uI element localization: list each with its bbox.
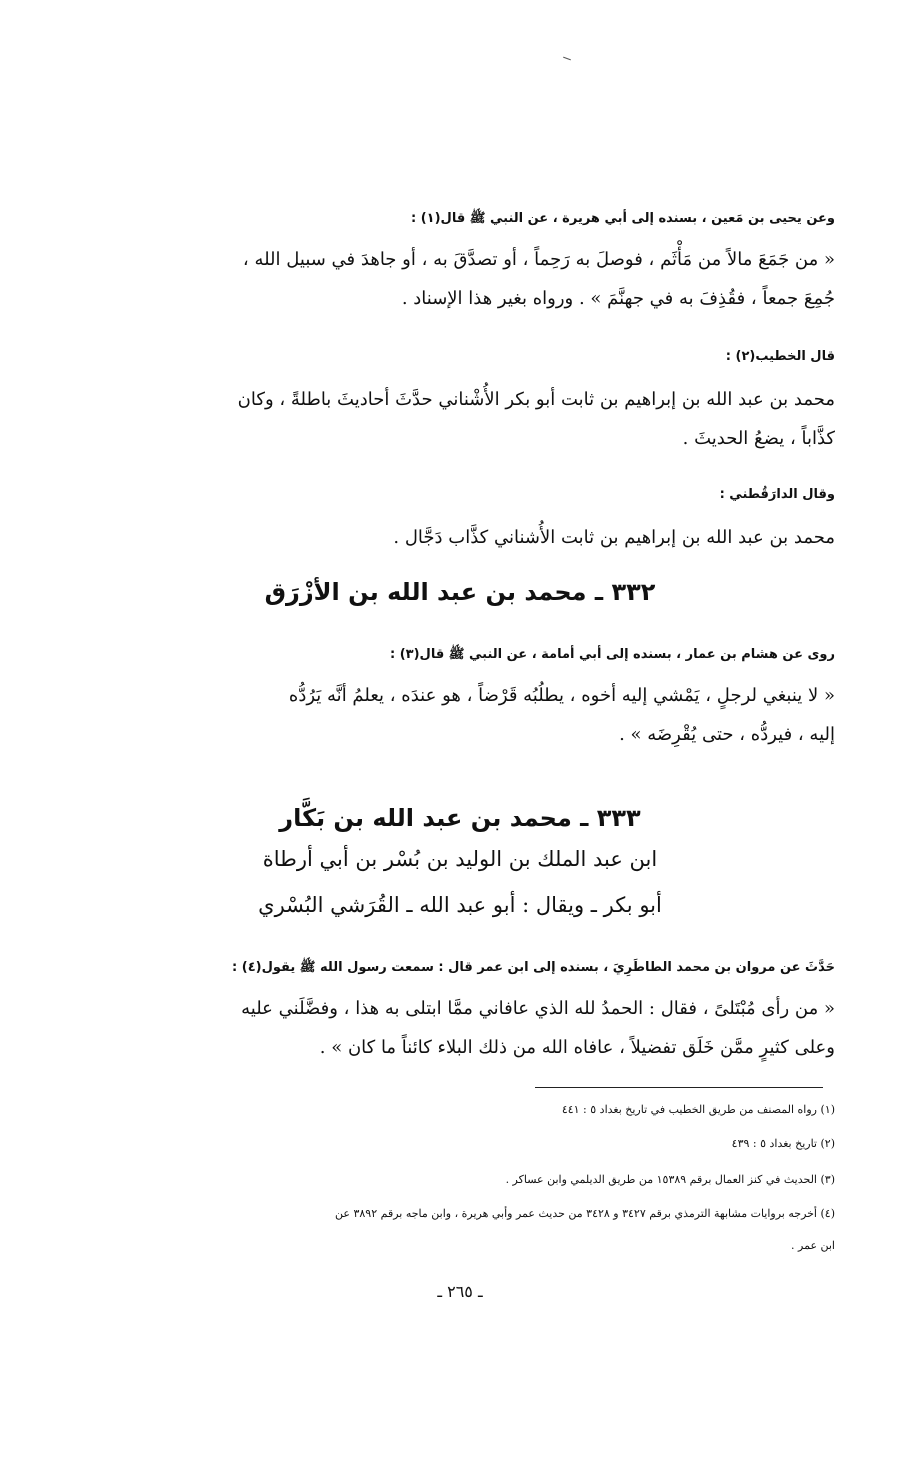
para2-intro: قال الخطيب(٢) : [725, 349, 835, 364]
scan-mark [563, 57, 571, 61]
page-number: ـ ٢٦٥ ـ [437, 1282, 483, 1301]
para2-line1: محمد بن عبد الله بن إبراهيم بن ثابت أبو بكر الأُشْناني حدَّثَ أحاديثَ باطلةً ، وكان [237, 389, 835, 410]
section-hisham-hadith [75, 644, 835, 754]
para5-line1: « من رأى مُبْتَلىً ، فقال : الحمدُ لله الذي عافاني ممَّا ابتلى به هذا ، وفضَّلَني عليه [241, 998, 835, 1019]
para3-line1: محمد بن عبد الله بن إبراهيم بن ثابت الأُشناني كذَّاب دَجَّال . [393, 527, 835, 548]
entry-heading-332: ٣٣٢ ـ محمد بن عبد الله بن الأزْرَق [264, 578, 656, 606]
para3-intro: وقال الدارَقُطني : [719, 487, 835, 502]
para2-line2: كذَّاباً ، يضعُ الحديثَ . [682, 428, 835, 449]
para4-line1: « لا ينبغي لرجلٍ ، يَمْشي إليه أخوه ، يطلُبُه قَرْضاً ، هو عندَه ، يعلمُ أنَّه يَرُدُّه [288, 685, 835, 706]
para1-line2: جُمِعَ جمعاً ، فقُذِفَ به في جهنَّمَ » . ورواه بغير هذا الإسناد . [401, 288, 835, 309]
entry-heading-333: ٣٣٣ ـ محمد بن عبد الله بن بَكَّار [279, 804, 641, 832]
entry-333-kunya: أبو بكر ـ ويقال : أبو عبد الله ـ القُرَشي البُسْري [258, 893, 662, 917]
section-khatib-quote [75, 346, 835, 458]
footnote-4-line2: ابن عمر . [791, 1239, 835, 1252]
footnote-3: (٣) الحديث في كنز العمال برقم ١٥٣٨٩ من طريق الديلمي وابن عساكر . [505, 1173, 835, 1186]
entry-333-lineage: ابن عبد الملك بن الوليد بن بُسْر بن أبي أرطاة [262, 847, 658, 871]
para4-intro: روى عن هشام بن عمار ، بسنده إلى أبي أمامة ، عن النبي ﷺ قال(٣) : [390, 647, 835, 662]
footnote-4-line1: (٤) أخرجه بروايات مشابهة الترمذي برقم ٣٤٢٧ و ٣٤٢٨ من حديث عمر وأبي هريرة ، وابن ماجه برقم ٣٨٩٢ عن [335, 1207, 835, 1220]
para5-intro: حَدَّثَ عن مروان بن محمد الطاطَرِيَ ، بسنده إلى ابن عمر قال : سمعت رسول الله ﷺ يقول(٤) : [232, 960, 835, 975]
para1-intro: وعن يحيى بن مَعين ، بسنده إلى أبي هريرة ، عن النبي ﷺ قال(١) : [411, 211, 835, 226]
section-daraqutni-quote [75, 484, 835, 557]
footnote-1: (١) رواه المصنف من طريق الخطيب في تاريخ بغداد ٥ : ٤٤١ [561, 1103, 835, 1116]
section-yahya-hadith [75, 208, 835, 318]
para4-line2: إليه ، فيردُّه ، حتى يُقْرِضَه » . [619, 724, 835, 745]
section-marwan-hadith [75, 957, 835, 1067]
footnote-2: (٢) تاريخ بغداد ٥ : ٤٣٩ [731, 1137, 835, 1150]
para1-line1: « من جَمَعَ مالاً من مَأْثَم ، فوصلَ به رَحِماً ، أو تصدَّقَ به ، أو جاهدَ في سبيل الله ، [242, 249, 835, 270]
footnote-separator [535, 1087, 823, 1088]
para5-line2: وعلى كثيرٍ ممَّن خَلَق تفضيلاً ، عافاه الله من ذلك البلاء كائناً ما كان » . [319, 1037, 835, 1058]
